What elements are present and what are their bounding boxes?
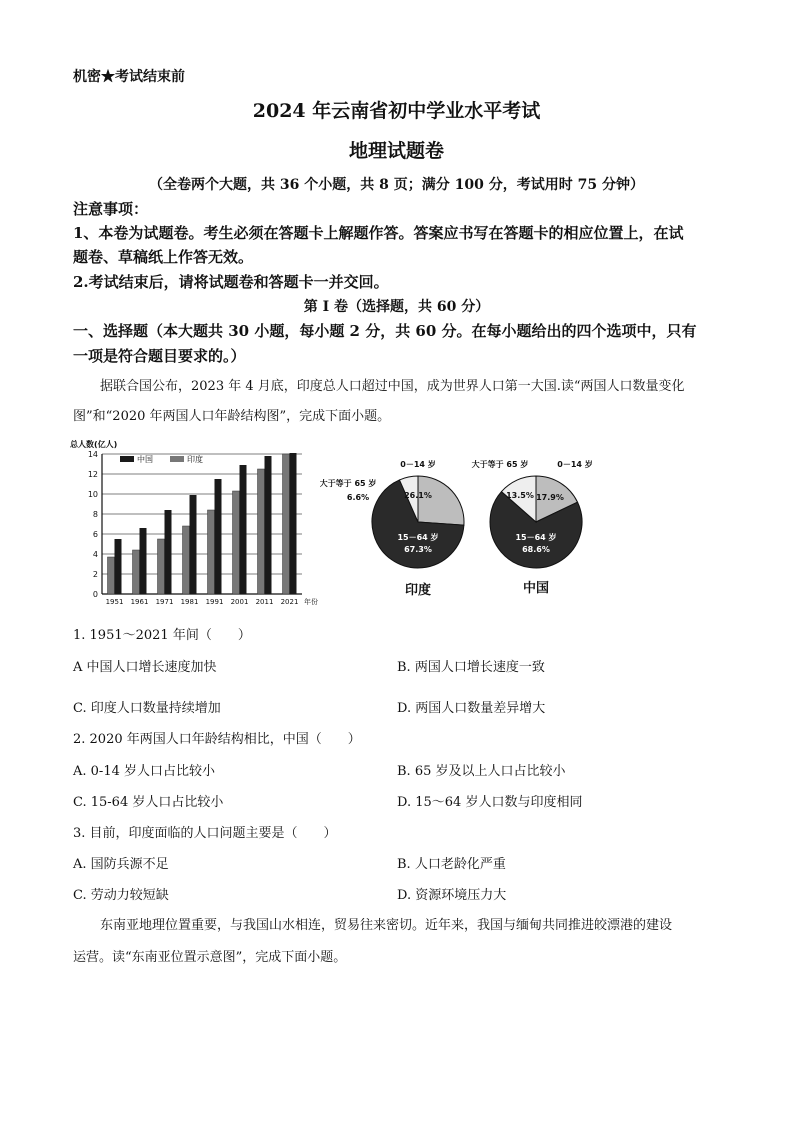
question-3-option-b[interactable]: B. 人口老龄化严重 bbox=[397, 857, 506, 872]
x-tick-label: 1951 bbox=[105, 598, 124, 606]
question-2-option-a[interactable]: A. 0-14 岁人口占比较小 bbox=[73, 764, 215, 779]
question-3-option-c[interactable]: C. 劳动力较短缺 bbox=[73, 888, 169, 903]
confidential-label: 机密★考试结束前 bbox=[73, 69, 185, 85]
bar-india-2011 bbox=[258, 469, 265, 594]
question-3-option-d[interactable]: D. 资源环境压力大 bbox=[397, 888, 507, 903]
x-tick-label: 2001 bbox=[230, 598, 249, 606]
bar-china-1961 bbox=[140, 528, 147, 594]
y-tick-label: 12 bbox=[87, 470, 98, 479]
section-instruction-line-2: 一项是符合题目要求的。） bbox=[73, 347, 246, 365]
bar-china-1981 bbox=[190, 495, 197, 594]
pie-label-2: 大于等于 65 岁 bbox=[320, 479, 377, 488]
notice-item-2: 2.考试结束后，请将试题卷和答题卡一并交回。 bbox=[73, 273, 389, 291]
legend-swatch-india bbox=[170, 456, 184, 462]
pie-label-1: 15－64 岁 bbox=[515, 533, 557, 542]
passage-2-line-2: 运营。读“东南亚位置示意图”，完成下面小题。 bbox=[73, 950, 347, 965]
china-age-pie-chart bbox=[470, 452, 610, 602]
x-tick-label: 2011 bbox=[255, 598, 274, 606]
passage-1-line-1: 据联合国公布，2023 年 4 月底，印度总人口超过中国，成为世界人口第一大国.读“两国人口数量变化 bbox=[100, 379, 685, 394]
india-age-pie-chart bbox=[320, 452, 480, 602]
china-pie-marks bbox=[472, 459, 593, 596]
bar-india-1991 bbox=[208, 510, 215, 594]
pie-value-0: 26.1% bbox=[404, 491, 432, 500]
y-tick-label: 0 bbox=[92, 590, 98, 599]
x-tick-label: 1971 bbox=[155, 598, 174, 606]
bar-chart-legend bbox=[120, 454, 203, 464]
x-tick-label: 2021 bbox=[280, 598, 299, 606]
population-bar-chart bbox=[70, 438, 330, 610]
exam-title: 2024 年云南省初中学业水平考试 bbox=[252, 100, 541, 122]
notice-heading: 注意事项： bbox=[73, 200, 149, 218]
y-axis-label: 总人数(亿人) bbox=[70, 440, 118, 449]
bar-india-1951 bbox=[108, 557, 115, 594]
pie-label-0: 0－14 岁 bbox=[400, 460, 436, 469]
pie-slice-0 bbox=[418, 476, 464, 525]
section-title: 第 I 卷（选择题，共 60 分） bbox=[303, 299, 490, 315]
question-2-option-c[interactable]: C. 15-64 岁人口占比较小 bbox=[73, 795, 224, 810]
y-tick-label: 14 bbox=[87, 450, 98, 459]
question-2-stem: 2. 2020 年两国人口年龄结构相比，中国（ ） bbox=[73, 732, 361, 747]
bar-china-2021 bbox=[290, 453, 297, 594]
notice-item-1-line-2: 题卷、草稿纸上作答无效。 bbox=[73, 248, 254, 266]
exam-subtitle: 地理试题卷 bbox=[348, 140, 444, 162]
y-tick-label: 10 bbox=[87, 490, 98, 499]
x-axis-label: 年份 bbox=[304, 598, 318, 606]
question-1-option-d[interactable]: D. 两国人口数量差异增大 bbox=[397, 701, 546, 716]
question-2-option-b[interactable]: B. 65 岁及以上人口占比较小 bbox=[397, 764, 566, 779]
pie-title: 印度 bbox=[404, 583, 432, 598]
pie-value-1: 68.6% bbox=[522, 545, 550, 554]
pie-label-0: 0－14 岁 bbox=[557, 460, 593, 469]
pie-value-2: 6.6% bbox=[346, 493, 370, 502]
pie-label-1: 15－64 岁 bbox=[397, 533, 439, 542]
y-tick-label: 8 bbox=[92, 510, 98, 519]
question-1-stem: 1. 1951～2021 年间（ ） bbox=[73, 628, 251, 643]
pie-label-2: 大于等于 65 岁 bbox=[471, 460, 529, 469]
y-tick-label: 2 bbox=[92, 570, 98, 579]
question-3-stem: 3. 目前，印度面临的人口问题主要是（ ） bbox=[73, 826, 337, 841]
pie-value-0: 17.9% bbox=[536, 493, 564, 502]
question-1-option-c[interactable]: C. 印度人口数量持续增加 bbox=[73, 701, 221, 716]
y-tick-label: 6 bbox=[92, 530, 98, 539]
question-2-option-d[interactable]: D. 15～64 岁人口数与印度相同 bbox=[397, 795, 583, 810]
x-tick-label: 1961 bbox=[130, 598, 149, 606]
passage-1-line-2: 图”和“2020 年两国人口年龄结构图”，完成下面小题。 bbox=[73, 409, 391, 424]
x-tick-label: 1981 bbox=[180, 598, 199, 606]
y-tick-label: 4 bbox=[92, 550, 98, 559]
bar-india-1981 bbox=[183, 526, 190, 594]
question-1-option-a[interactable]: A 中国人口增长速度加快 bbox=[73, 660, 217, 675]
bar-china-1971 bbox=[165, 510, 172, 594]
legend-label-india: 印度 bbox=[187, 455, 203, 464]
bar-india-1971 bbox=[158, 539, 165, 594]
question-1-option-b[interactable]: B. 两国人口增长速度一致 bbox=[397, 660, 545, 675]
legend-swatch-china bbox=[120, 456, 134, 462]
bar-india-2021 bbox=[283, 454, 290, 594]
legend-label-china: 中国 bbox=[137, 455, 153, 464]
bar-china-2011 bbox=[265, 456, 272, 594]
bar-china-1991 bbox=[215, 479, 222, 594]
bar-india-1961 bbox=[133, 550, 140, 594]
pie-value-1: 67.3% bbox=[404, 545, 432, 554]
bar-india-2001 bbox=[233, 491, 240, 594]
pie-value-2: 13.5% bbox=[506, 491, 534, 500]
bar-china-1951 bbox=[115, 539, 122, 594]
notice-item-1-line-1: 1、本卷为试题卷。考生必须在答题卡上解题作答。答案应书写在答题卡的相应位置上，在试 bbox=[73, 224, 684, 242]
pie-title: 中国 bbox=[522, 581, 550, 596]
india-pie-marks bbox=[320, 459, 464, 598]
passage-2-line-1: 东南亚地理位置重要，与我国山水相连，贸易往来密切。近年来，我国与缅甸共同推进皎漂港的建设 bbox=[100, 918, 673, 933]
x-tick-label: 1991 bbox=[205, 598, 224, 606]
exam-meta: （全卷两个大题，共 36 个小题，共 8 页；满分 100 分，考试用时 75 分钟） bbox=[149, 177, 644, 193]
section-instruction-line-1: 一、选择题（本大题共 30 小题，每小题 2 分，共 60 分。在每小题给出的四个选项中，只有 bbox=[73, 322, 697, 340]
bar-china-2001 bbox=[240, 465, 247, 594]
question-3-option-a[interactable]: A. 国防兵源不足 bbox=[73, 857, 169, 872]
